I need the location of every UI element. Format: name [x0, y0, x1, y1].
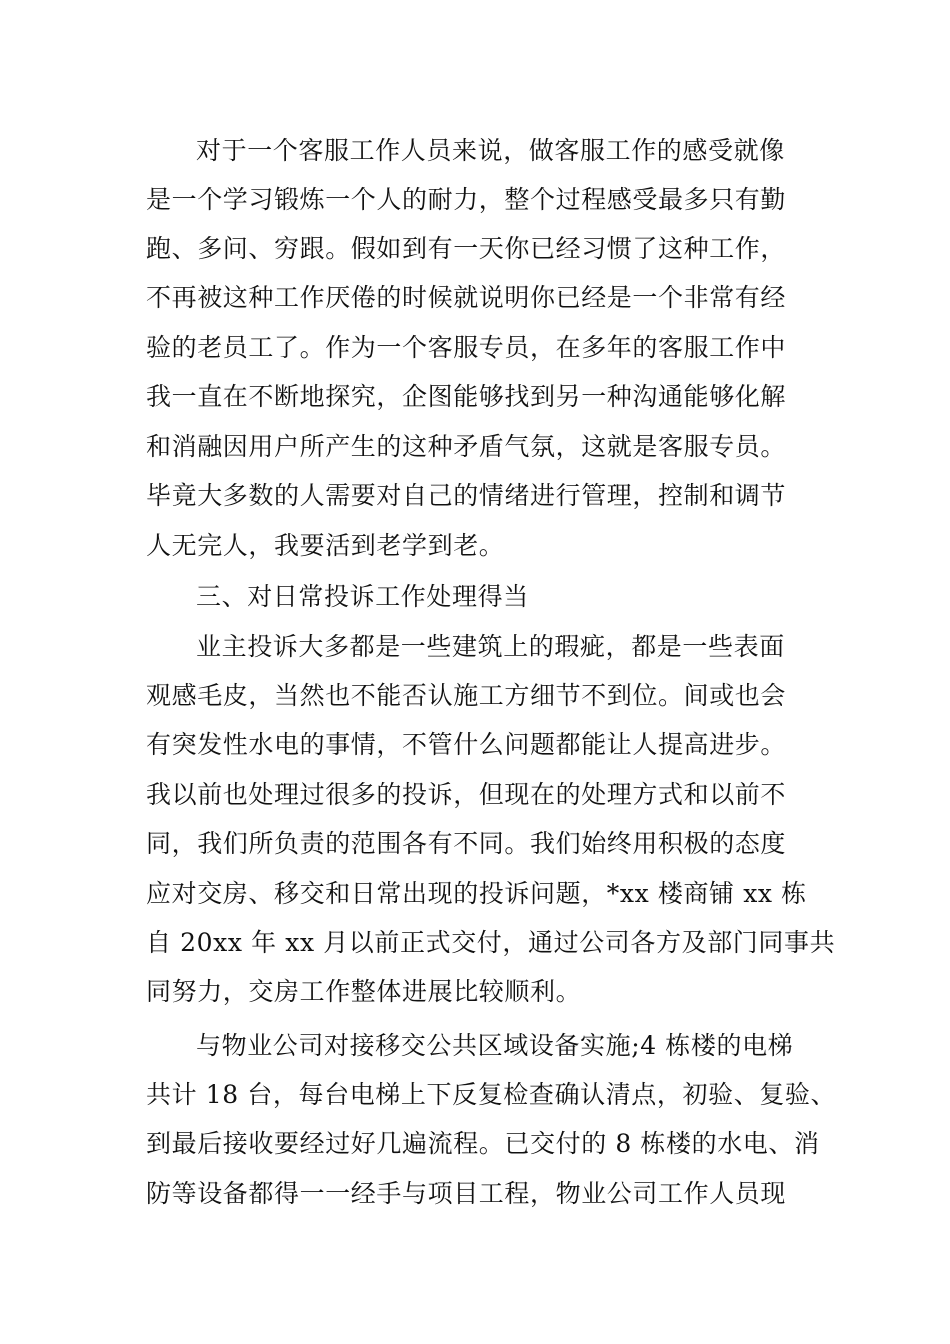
paragraph-line: 和消融因用户所产生的这种矛盾气氛，这就是客服专员。	[146, 432, 787, 461]
paragraph-line: 不再被这种工作厌倦的时候就说明你已经是一个非常有经	[146, 283, 787, 312]
paragraph-line: 对于一个客服工作人员来说，做客服工作的感受就像	[196, 136, 785, 165]
paragraph-line: 人无完人，我要活到老学到老。	[146, 531, 505, 560]
paragraph-line: 同，我们所负责的范围各有不同。我们始终用积极的态度	[146, 829, 787, 858]
paragraph-line: 是一个学习锻炼一个人的耐力，整个过程感受最多只有勤	[146, 185, 787, 214]
section-heading: 三、对日常投诉工作处理得当	[196, 582, 529, 611]
paragraph-line: 毕竟大多数的人需要对自己的情绪进行管理，控制和调节	[146, 481, 787, 510]
paragraph-line: 与物业公司对接移交公共区域设备实施;4 栋楼的电梯	[196, 1031, 794, 1060]
paragraph-line: 业主投诉大多都是一些建筑上的瑕疵，都是一些表面	[196, 632, 785, 661]
paragraph-line: 自 20xx 年 xx 月以前正式交付，通过公司各方及部门同事共	[146, 928, 836, 957]
paragraph-line: 观感毛皮，当然也不能否认施工方细节不到位。间或也会	[146, 681, 787, 710]
paragraph-line: 我以前也处理过很多的投诉，但现在的处理方式和以前不	[146, 780, 787, 809]
paragraph-line: 应对交房、移交和日常出现的投诉问题，*xx 楼商铺 xx 栋	[146, 879, 807, 908]
paragraph-line: 有突发性水电的事情，不管什么问题都能让人提高进步。	[146, 730, 787, 759]
paragraph-line: 验的老员工了。作为一个客服专员，在多年的客服工作中	[146, 333, 787, 362]
paragraph-line: 跑、多问、穷跟。假如到有一天你已经习惯了这种工作，	[146, 234, 787, 263]
paragraph-line: 我一直在不断地探究，企图能够找到另一种沟通能够化解	[146, 382, 787, 411]
paragraph-line: 同努力，交房工作整体进展比较顺利。	[146, 977, 582, 1006]
paragraph-line: 共计 18 台，每台电梯上下反复检查确认清点，初验、复验、	[146, 1080, 837, 1109]
paragraph-line: 到最后接收要经过好几遍流程。已交付的 8 栋楼的水电、消	[146, 1129, 820, 1158]
paragraph-line: 防等设备都得一一经手与项目工程，物业公司工作人员现	[146, 1179, 787, 1208]
